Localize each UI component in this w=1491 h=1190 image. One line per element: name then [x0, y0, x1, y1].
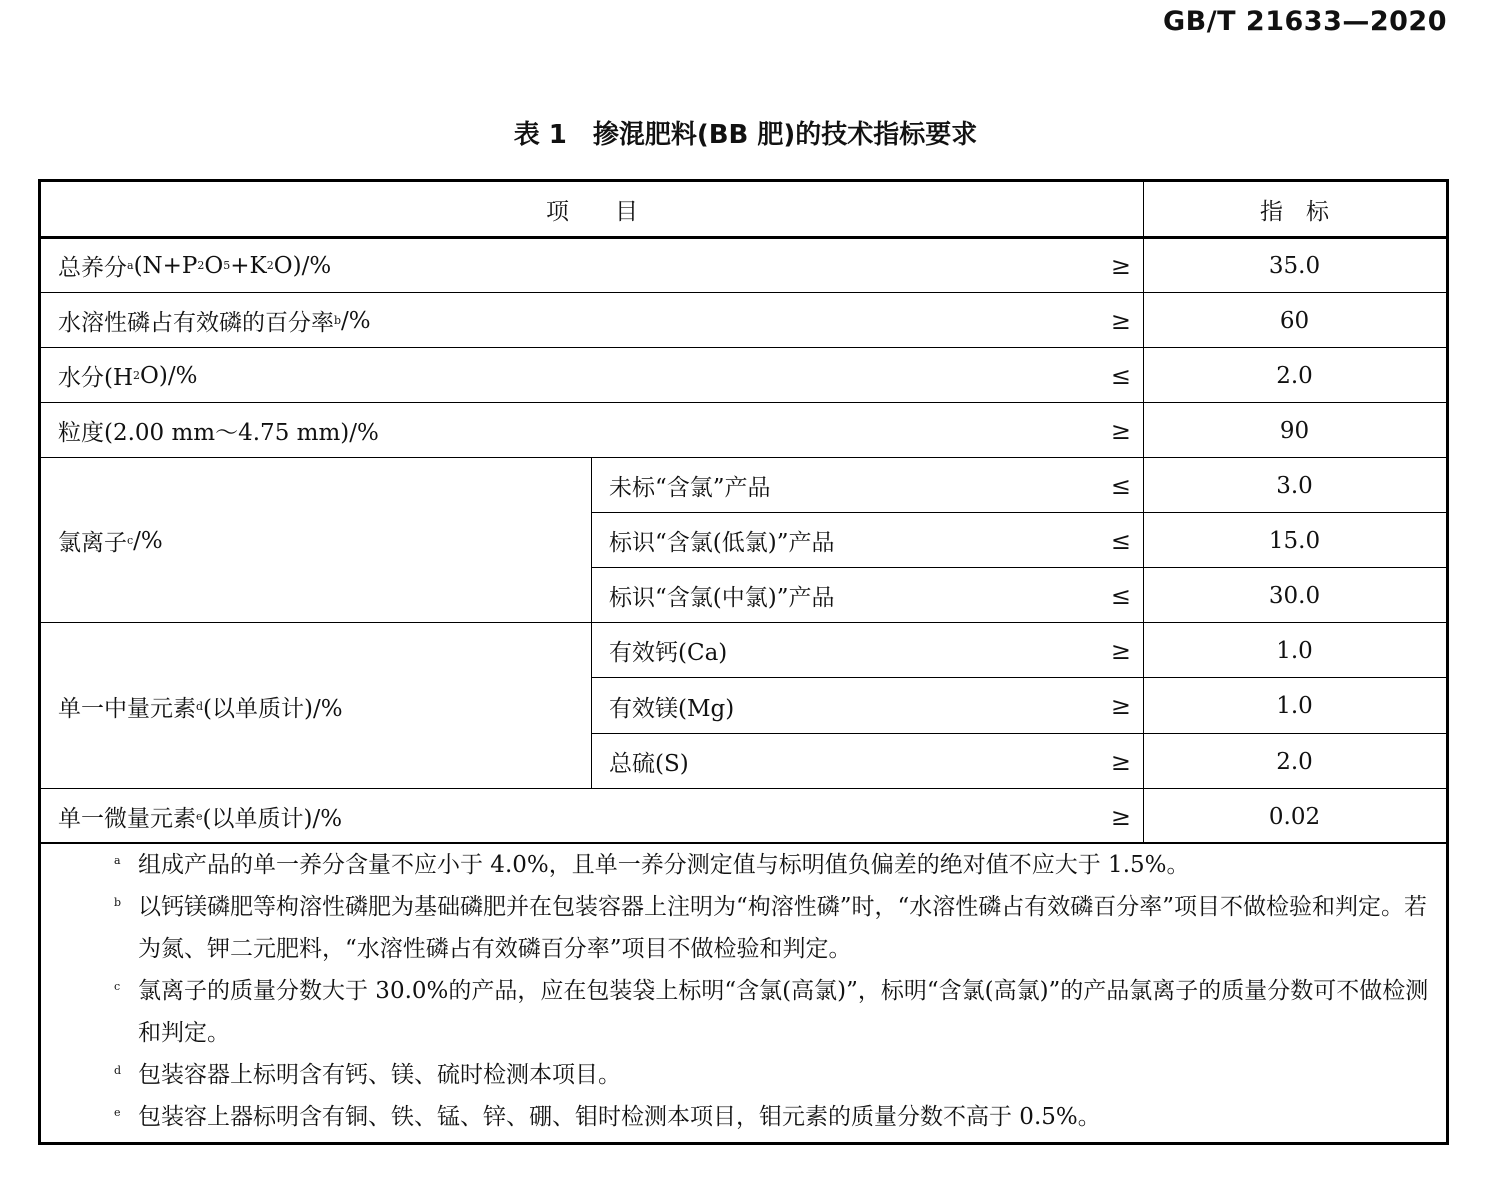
footnote-text: 包装容上器标明含有铜、铁、锰、锌、硼、钼时检测本项目，钼元素的质量分数不高于 0.5%。: [138, 1104, 1101, 1130]
row-divider: [591, 677, 1446, 678]
chloride-sub-label: 标识“含氯(低氯)”产品: [609, 530, 835, 556]
label-text: (以单质计)/%: [203, 695, 343, 722]
row-secondary-label: [58, 623, 588, 789]
label-text: 水分(H: [58, 365, 134, 391]
row-divider: [41, 622, 1446, 623]
row-granularity-symbol: ≥: [1110, 416, 1131, 445]
row-total-nutrients-symbol: ≥: [1110, 251, 1131, 280]
footnote-mark: e: [196, 810, 203, 823]
label-text: 粒度(2.00 mm～4.75 mm)/%: [58, 420, 379, 446]
chloride-sub-symbol: ≤: [1110, 526, 1131, 555]
row-water-soluble-p-label: [58, 293, 958, 348]
secondary-sub-label: 总硫(S): [609, 751, 689, 777]
footnote-mark: a: [127, 259, 134, 272]
row-granularity-label: [58, 403, 958, 458]
chloride-sub-value: 30.0: [1268, 582, 1321, 609]
header-rule: [41, 236, 1446, 239]
label-text: +K: [230, 252, 267, 279]
footnote-text: 氯离子的质量分数大于 30.0%的产品，应在包装袋上标明“含氯(高氯)”，标明“含氯(高氯)”的产品氯离子的质量分数可不做检测和判定。: [138, 978, 1429, 1046]
footnote-mark: c: [114, 980, 121, 993]
subscript: 5: [223, 259, 231, 272]
footnotes: [41, 844, 1446, 1138]
footnote-text: 以钙镁磷肥等枸溶性磷肥为基础磷肥并在包装容器上注明为“枸溶性磷”时，“水溶性磷占有效磷百分率”项目不做检验和判定。若为氮、钾二元肥料，“水溶性磷占有效磷百分率”项目不做检验和判定。: [138, 894, 1428, 962]
row-divider: [591, 512, 1446, 513]
column-divider: [591, 458, 592, 789]
label-text: O: [204, 252, 224, 279]
row-water-soluble-p-value: 60: [1279, 307, 1310, 334]
row-granularity-value: 90: [1279, 417, 1310, 444]
row-moisture-label: [58, 348, 958, 403]
chloride-sub-label: 标识“含氯(中氯)”产品: [609, 585, 835, 611]
header-value-label: 指 标: [1260, 199, 1329, 225]
secondary-sub-symbol: ≥: [1110, 636, 1131, 665]
row-total-nutrients-label: [58, 238, 958, 293]
row-micro-value: 0.02: [1268, 803, 1321, 830]
subscript: 2: [133, 369, 141, 382]
secondary-sub-label: 有效钙(Ca): [609, 640, 728, 666]
footnote-mark: b: [114, 896, 122, 909]
secondary-sub-value: 1.0: [1276, 637, 1313, 664]
spec-table: [38, 179, 1449, 1145]
header-item-label: 项 目: [546, 199, 638, 225]
chloride-sub-symbol: ≤: [1110, 471, 1131, 500]
chloride-sub-value: 15.0: [1268, 527, 1321, 554]
footnote-mark: c: [127, 534, 134, 547]
secondary-sub-symbol: ≥: [1110, 747, 1131, 776]
row-water-soluble-p-symbol: ≥: [1110, 306, 1131, 335]
secondary-sub-value: 1.0: [1276, 693, 1313, 719]
label-text: 单一中量元素: [58, 695, 196, 722]
footnote: [41, 970, 1446, 1054]
chloride-sub-value: 3.0: [1276, 472, 1313, 499]
label-text: /%: [133, 527, 163, 554]
secondary-sub-value: 2.0: [1276, 748, 1313, 775]
row-divider: [41, 347, 1446, 348]
row-divider: [41, 788, 1446, 789]
row-chloride-label: [58, 458, 588, 623]
label-text: 总养分: [58, 255, 127, 281]
label-text: 水溶性磷占有效磷的百分率: [58, 310, 334, 336]
footnote-mark: b: [334, 314, 342, 327]
footnote-mark: d: [114, 1064, 122, 1077]
row-moisture-value: 2.0: [1276, 362, 1313, 389]
footnote: [41, 1096, 1446, 1138]
row-divider: [591, 733, 1446, 734]
footnote: [41, 886, 1446, 970]
label-text: /%: [341, 307, 371, 334]
label-text: (以单质计)/%: [202, 806, 343, 832]
row-divider: [591, 567, 1446, 568]
label-text: (N+P: [133, 252, 198, 279]
row-total-nutrients-value: 35.0: [1268, 252, 1321, 279]
header-item: [41, 182, 1143, 237]
footnote: [41, 844, 1446, 886]
footnote-mark: d: [196, 699, 204, 713]
row-divider: [41, 402, 1446, 403]
table-title: 表 1 掺混肥料(BB 肥)的技术指标要求: [513, 120, 978, 150]
secondary-sub-symbol: ≥: [1110, 692, 1131, 720]
header-value: [1143, 182, 1446, 237]
label-text: 氯离子: [58, 530, 127, 556]
footnote-text: 包装容器上标明含有钙、镁、硫时检测本项目。: [138, 1062, 621, 1088]
label-text: O)/%: [273, 252, 332, 279]
subscript: 2: [197, 259, 205, 272]
chloride-sub-label: 未标“含氯”产品: [609, 475, 771, 501]
footnote: [41, 1054, 1446, 1096]
label-text: 单一微量元素: [58, 806, 196, 832]
secondary-sub-label: 有效镁(Mg): [609, 695, 735, 722]
subscript: 2: [266, 259, 274, 272]
row-divider: [41, 292, 1446, 293]
column-divider: [1143, 182, 1144, 843]
row-moisture-symbol: ≤: [1110, 361, 1131, 390]
footnote-text: 组成产品的单一养分含量不应小于 4.0%，且单一养分测定值与标明值负偏差的绝对值不应大于 1.5%。: [138, 852, 1190, 878]
footnote-mark: a: [114, 854, 121, 867]
footnote-mark: e: [114, 1106, 121, 1119]
standard-code: GB/T 21633—2020: [1163, 6, 1447, 37]
row-micro-symbol: ≥: [1110, 802, 1131, 831]
row-divider: [41, 457, 1446, 458]
row-micro-label: [58, 789, 958, 844]
chloride-sub-symbol: ≤: [1110, 581, 1131, 610]
label-text: O)/%: [140, 362, 198, 389]
